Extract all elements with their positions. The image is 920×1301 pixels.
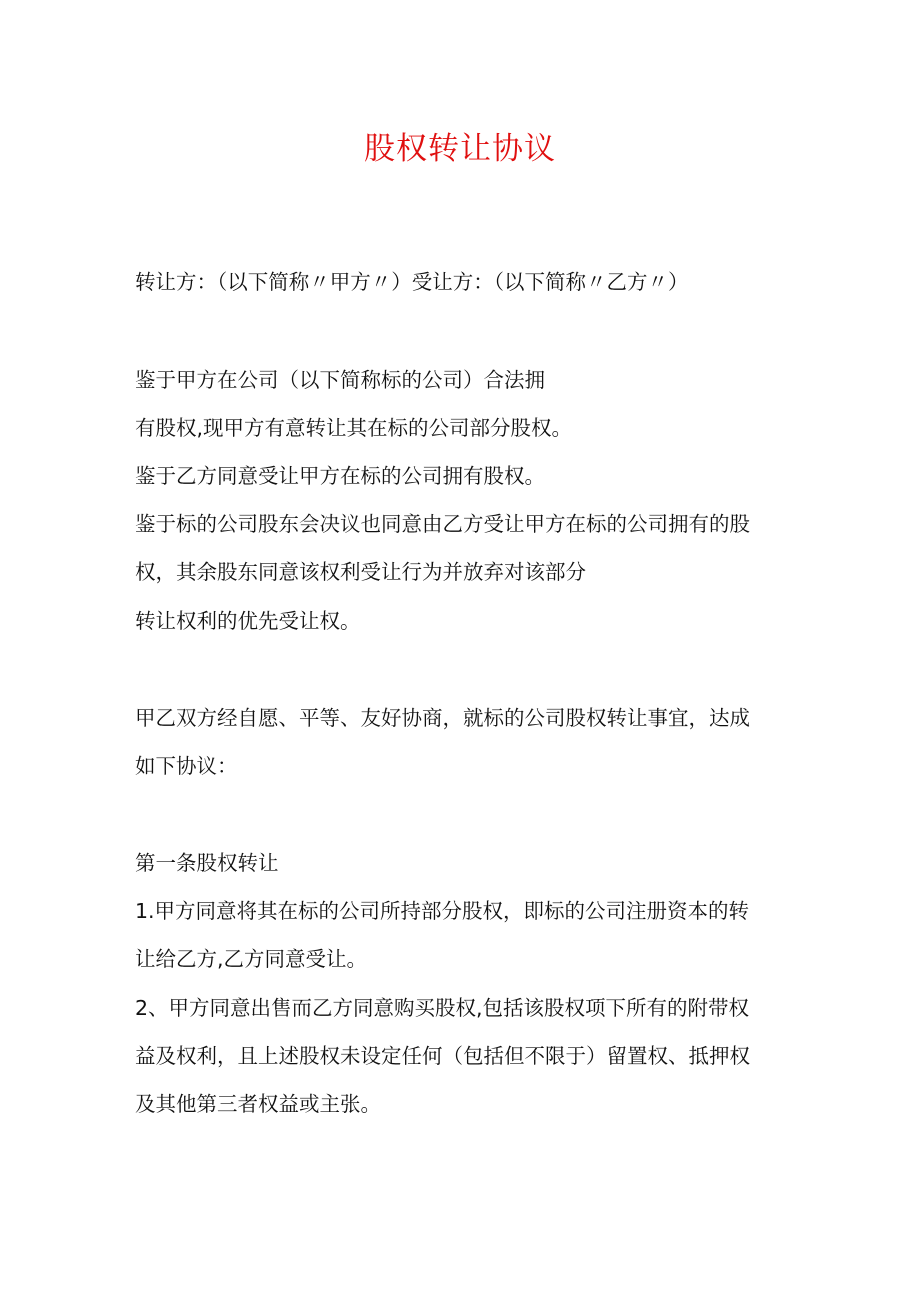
article-heading: 第一条股权转让 bbox=[135, 851, 279, 875]
recital-line-2: 有股权,现甲方有意转让其在标的公司部分股权。 bbox=[135, 416, 573, 440]
recital-line-1: 鉴于甲方在公司（以下简称标的公司）合法拥 bbox=[135, 368, 545, 392]
clause-1-line-1: 1.甲方同意将其在标的公司所持部分股权，即标的公司注册资本的转 bbox=[135, 899, 750, 923]
recital-line-3: 鉴于乙方同意受让甲方在标的公司拥有股权。 bbox=[135, 464, 545, 488]
clause-2-line-3: 及其他第三者权益或主张。 bbox=[135, 1092, 381, 1116]
document-title: 股权转让协议 bbox=[364, 131, 556, 167]
clause-2-line-1: 2、甲方同意出售而乙方同意购买股权,包括该股权项下所有的附带权 bbox=[135, 996, 750, 1020]
recital-line-6: 转让权利的优先受让权。 bbox=[135, 609, 361, 633]
recital-line-4: 鉴于标的公司股东会决议也同意由乙方受让甲方在标的公司拥有的股 bbox=[135, 512, 750, 536]
parties-line: 转让方：（以下简称〃甲方〃）受让方：（以下简称〃乙方〃） bbox=[135, 270, 689, 294]
clause-1-line-2: 让给乙方,乙方同意受让。 bbox=[135, 947, 368, 971]
agreement-intro-line-2: 如下协议： bbox=[135, 754, 238, 778]
agreement-intro-line-1: 甲乙双方经自愿、平等、友好协商，就标的公司股权转让事宜，达成 bbox=[135, 706, 750, 730]
recital-line-5: 权，其余股东同意该权利受让行为并放弃对该部分 bbox=[135, 560, 586, 584]
clause-2-line-2: 益及权利，且上述股权未设定任何（包括但不限于）留置权、抵押权 bbox=[135, 1044, 750, 1068]
